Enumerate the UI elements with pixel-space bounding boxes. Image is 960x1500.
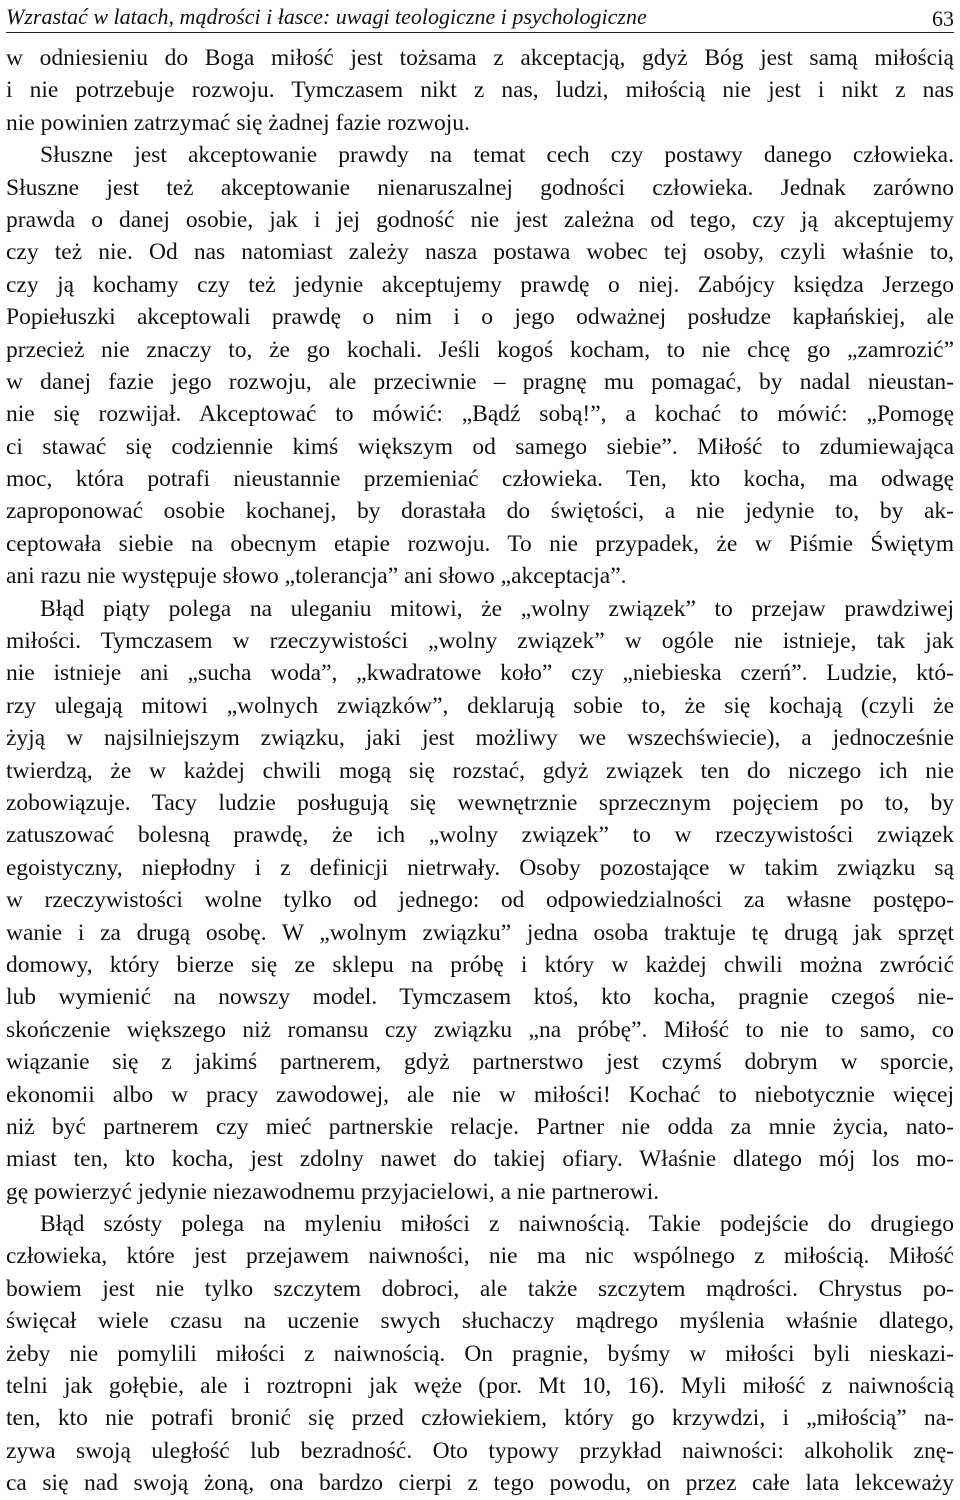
text-line: bowiem jest nie tylko szczytem dobroci, ale także szczytem mądrości. Chrystus po- bbox=[6, 1275, 954, 1302]
text-line: Słuszne jest akceptowanie prawdy na temat cech czy postawy danego człowieka. bbox=[40, 142, 954, 169]
text-line: ca się nad swoją żoną, ona bardzo cierpi z tego powodu, on przez całe lata lekceważy bbox=[6, 1470, 954, 1497]
text-line: miast ten, kto kocha, jest zdolny nawet do takiej ofiary. Właśnie dlatego mój los mo- bbox=[6, 1146, 954, 1173]
running-title: Wzrastać w latach, mądrości i łasce: uwagi teologiczne i psychologiczne bbox=[6, 4, 647, 29]
text-line: czy ją kochamy czy też jedynie akceptujemy prawdę o niej. Zabójcy księdza Jerzego bbox=[6, 271, 954, 298]
text-line: ekonomii albo w pracy zawodowej, ale nie w miłości! Kochać to niebotycznie więcej bbox=[6, 1081, 954, 1108]
text-line: czy też nie. Od nas natomiast zależy nasza postawa wobec tej osoby, czyli właśnie to, bbox=[6, 239, 954, 266]
text-line: święcał wiele czasu na uczenie swych słuchaczy mądrego myślenia właśnie dlatego, bbox=[6, 1308, 954, 1335]
text-line: rzy ulegają mitowi „wolnych związków”, deklarują sobie to, że się kochają (czyli że bbox=[6, 692, 954, 719]
text-line: moc, która potrafi nieustannie przemieniać człowieka. Ten, kto kocha, ma odwagę bbox=[6, 466, 954, 493]
text-line: w odniesieniu do Boga miłość jest tożsama z akceptacją, gdyż Bóg jest samą miłością bbox=[6, 45, 954, 71]
text-line: człowieka, które jest przejawem naiwności, nie ma nic wspólnego z miłością. Miłość bbox=[6, 1243, 954, 1270]
text-line: Popiełuszki akceptowali prawdę o nim i o jego odważnej posłudze kapłańskiej, ale bbox=[6, 304, 954, 331]
text-line: wiązanie się z jakimś partnerem, gdyż partnerstwo jest czymś dobrym w sporcie, bbox=[6, 1049, 954, 1076]
text-line: zatuszować bolesną prawdę, że ich „wolny związek” to w rzeczywistości związek bbox=[6, 822, 954, 849]
text-line: nie powinien zatrzymać się żadnej fazie rozwoju. bbox=[6, 109, 470, 136]
text-line: domowy, który bierze się ze sklepu na próbę i który w każdej chwili można zwrócić bbox=[6, 951, 954, 978]
text-line: przecież nie znaczy to, że go kochali. Jeśli kogoś kocham, to nie chcę go „zamrozić” bbox=[6, 336, 954, 363]
text-line: egoistyczny, niepłodny i z definicji nietrwały. Osoby pozostające w takim związku są bbox=[6, 854, 954, 881]
text-line: zywa swoją uległość lub bezradność. Oto typowy przykład naiwności: alkoholik znę- bbox=[6, 1437, 954, 1464]
text-line: miłości. Tymczasem w rzeczywistości „wolny związek” w ogóle nie istnieje, tak jak bbox=[6, 628, 954, 655]
document-page bbox=[6, 0, 954, 1497]
text-line: niż być partnerem czy mieć partnerskie relacje. Partner nie odda za mnie życia, nato- bbox=[6, 1113, 954, 1140]
text-line: telni jak gołębie, ale i roztropni jak węże (por. Mt 10, 16). Myli miłość z naiwnością bbox=[6, 1373, 954, 1400]
text-line: ten, kto nie potrafi bronić się przed człowiekiem, który go krzywdzi, i „miłością” na- bbox=[6, 1405, 954, 1432]
text-line: skończenie większego niż romansu czy związku „na próbę”. Miłość to nie to samo, co bbox=[6, 1016, 954, 1043]
text-line: zobowiązuje. Tacy ludzie posługują się wewnętrznie sprzecznym pojęciem po to, by bbox=[6, 789, 954, 816]
body-text bbox=[6, 42, 954, 1500]
text-line: ani razu nie występuje słowo „tolerancja” ani słowo „akceptacja”. bbox=[6, 563, 627, 590]
text-line: Błąd szósty polega na myleniu miłości z naiwnością. Takie podejście do drugiego bbox=[40, 1211, 954, 1238]
text-line: gę powierzyć jedynie niezawodnemu przyjacielowi, a nie partnerowi. bbox=[6, 1178, 660, 1205]
text-line: nie istnieje ani „sucha woda”, „kwadratowe koło” czy „niebieska czerń”. Ludzie, któ- bbox=[6, 660, 954, 687]
text-line: ceptowała siebie na obecnym etapie rozwoju. To nie przypadek, że w Piśmie Świętym bbox=[6, 530, 954, 557]
text-line: Błąd piąty polega na uleganiu mitowi, że „wolny związek” to przejaw prawdziwej bbox=[40, 595, 954, 622]
text-line: w rzeczywistości wolne tylko od jednego: od odpowiedzialności za własne postępo- bbox=[6, 887, 954, 914]
text-line: żyją w najsilniejszym związku, jaki jest możliwy we wszechświecie), a jednocześnie bbox=[6, 725, 954, 752]
text-line: i nie potrzebuje rozwoju. Tymczasem nikt z nas, ludzi, miłością nie jest i nikt z nas bbox=[6, 77, 954, 104]
text-line: zaproponować osobie kochanej, by dorastała do świętości, a nie jedynie to, by ak- bbox=[6, 498, 954, 525]
running-header bbox=[6, 2, 954, 33]
text-line: nie się rozwijał. Akceptować to mówić: „Bądź sobą!”, a kochać to mówić: „Pomogę bbox=[6, 401, 954, 428]
text-line: twierdzą, że w każdej chwili mogą się rozstać, gdyż związek ten do niczego ich nie bbox=[6, 757, 954, 784]
text-line: w danej fazie jego rozwoju, ale przeciwnie – pragnę mu pomagać, by nadal nieustan- bbox=[6, 368, 954, 395]
text-line: lub wymienić na nowszy model. Tymczasem ktoś, kto kocha, pragnie czegoś nie- bbox=[6, 984, 954, 1011]
text-line: wanie i za drugą osobę. W „wolnym związku” jedna osoba traktuje tę drugą jak sprzęt bbox=[6, 919, 954, 946]
text-line: żeby nie pomylili miłości z naiwnością. On pragnie, byśmy w miłości byli nieskazi- bbox=[6, 1340, 954, 1367]
text-line: Słuszne jest też akceptowanie nienaruszalnej godności człowieka. Jednak zarówno bbox=[6, 174, 954, 201]
text-line: prawda o danej osobie, jak i jej godność nie jest zależna od tego, czy ją akceptujemy bbox=[6, 206, 954, 233]
text-line: ci stawać się codziennie kimś większym od samego siebie”. Miłość to zdumiewająca bbox=[6, 433, 954, 460]
page-number: 63 bbox=[932, 6, 954, 31]
